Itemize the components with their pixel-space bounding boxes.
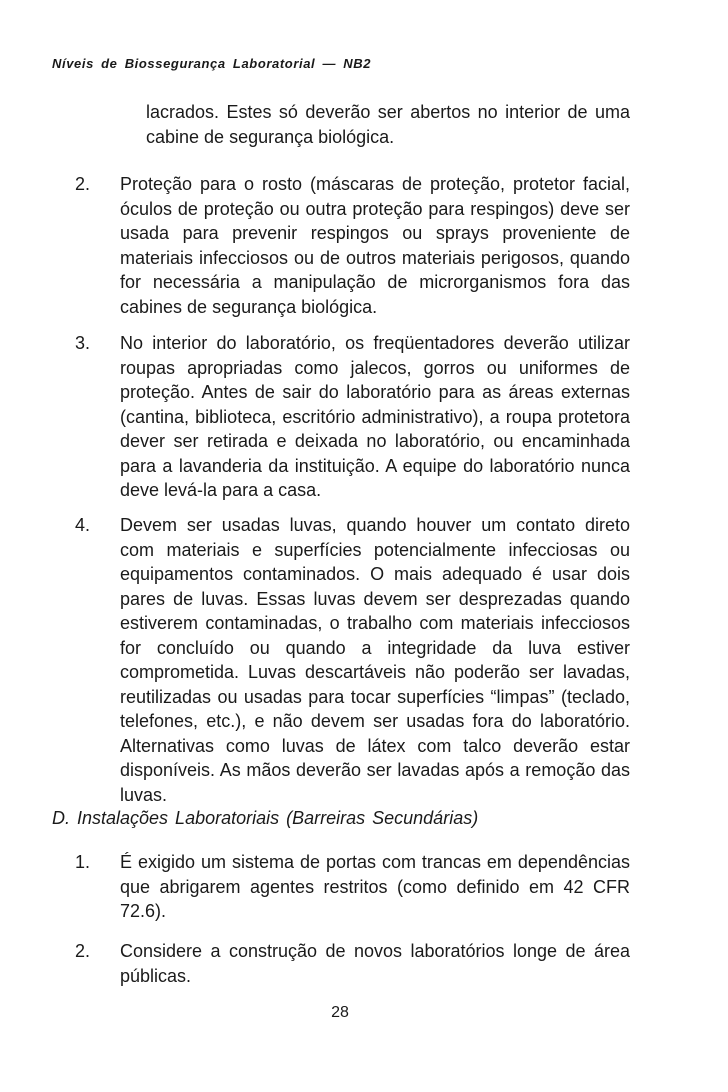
item-text: Devem ser usadas luvas, quando houver um contato direto com materiais e superfícies potencialmente infecciosas ou equipamentos contaminados. O mais adequado é usar dois pares de luvas. Essas luvas devem ser desprezadas quando estiverem contaminadas, o trabalho com materiais infecciosos for concluído ou quando a integridade da luva estiver comprometida. Luvas descartáveis não poderão ser lavadas, reutilizadas ou usadas para tocar superfícies “limpas” (teclado, telefones, etc.), e não devem ser usadas fora do laboratório. Alternativas como luvas de látex com talco deverão estar disponíveis. As mãos deverão ser lavadas após a remoção das luvas. [120, 515, 630, 805]
list-item [75, 172, 630, 319]
list-item [75, 939, 630, 988]
item-text: Proteção para o rosto (máscaras de proteção, protetor facial, óculos de proteção ou outra proteção para respingos) deve ser usada para prevenir respingos ou sprays proveniente de materiais infecciosos ou de outros materiais perigosos, quando for necessária a manipulação de microrganismos fora das cabines de segurança biológica. [120, 174, 630, 317]
item-number: 1. [75, 852, 91, 872]
list-item [75, 331, 630, 503]
list-item [75, 513, 630, 807]
item-text: Considere a construção de novos laboratórios longe de área públicas. [120, 941, 630, 986]
item-text: No interior do laboratório, os freqüentadores deverão utilizar roupas apropriadas como jalecos, gorros ou uniformes de proteção. Antes de sair do laboratório para as áreas externas (cantina, biblioteca, escritório administrativo), a roupa protetora dever ser retirada e deixada no laboratório, ou encaminhada para a lavanderia da instituição. A equipe do laboratório nunca deve levá-la para a casa. [120, 333, 630, 500]
page-number: 28 [331, 1004, 349, 1021]
continued-paragraph: lacrados. Estes só deverão ser abertos no interior de uma cabine de segurança biológica. [146, 102, 630, 147]
item-number: 3. [75, 333, 91, 353]
item-number: 2. [75, 174, 91, 194]
running-header: Níveis de Biossegurança Laboratorial — NB2 [52, 56, 372, 71]
list-item [75, 850, 630, 924]
item-number: 2. [75, 941, 91, 961]
section-heading: D. Instalações Laboratoriais (Barreiras Secundárias) [52, 808, 479, 828]
item-text: É exigido um sistema de portas com trancas em dependências que abrigarem agentes restritos (como definido em 42 CFR 72.6). [120, 852, 630, 921]
item-number: 4. [75, 515, 91, 535]
